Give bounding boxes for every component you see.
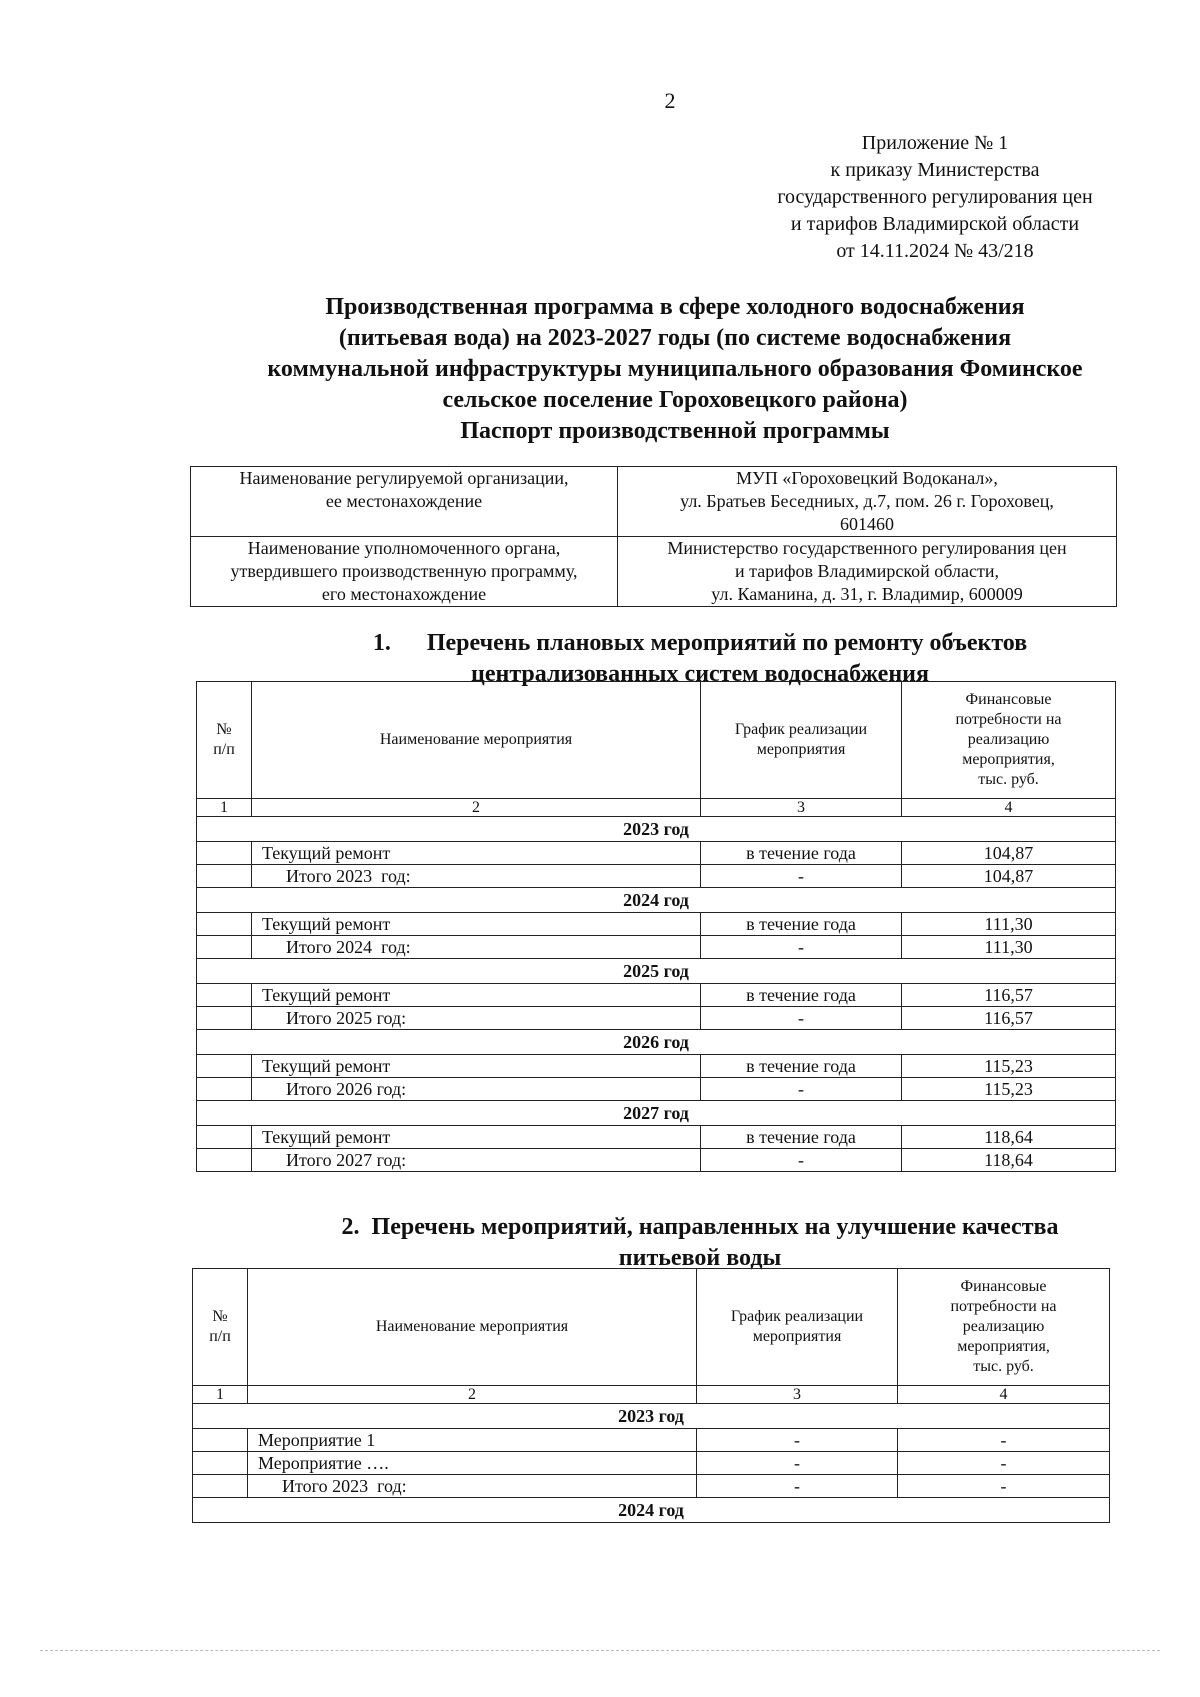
year-row — [197, 817, 1116, 842]
passport-row — [191, 467, 1117, 537]
table-row — [197, 1055, 1116, 1078]
table-row — [197, 913, 1116, 936]
header-cell — [197, 682, 252, 799]
column-number: 1 — [197, 799, 252, 817]
row-number — [197, 865, 252, 888]
year-row — [197, 959, 1116, 984]
text-line: 601460 — [840, 514, 894, 534]
header-text: потребности на — [950, 1298, 1057, 1315]
column-number: 1 — [193, 1386, 248, 1404]
year-heading: 2024 год — [193, 1498, 1110, 1523]
row-number — [197, 1149, 252, 1172]
header-text: мероприятия — [752, 1328, 842, 1345]
row-number — [197, 1007, 252, 1030]
activity-name: Текущий ремонт — [252, 1055, 701, 1078]
activity-amount: 111,30 — [902, 913, 1116, 936]
passport-title: Паспорт производственной программы — [460, 418, 890, 444]
activity-name: Текущий ремонт — [252, 1126, 701, 1149]
header-row — [197, 682, 1116, 799]
row-number — [197, 984, 252, 1007]
year-row — [197, 1030, 1116, 1055]
total-schedule: - — [701, 1078, 902, 1101]
header-text: Финансовые — [960, 1278, 1047, 1295]
column-number: 3 — [697, 1386, 898, 1404]
header-cell — [701, 682, 902, 799]
activity-schedule: - — [697, 1452, 898, 1475]
activity-name: Текущий ремонт — [252, 913, 701, 936]
title-line: (питьевая вода) на 2023-2027 годы (по системе водоснабжения — [338, 325, 1012, 351]
total-amount: 116,57 — [902, 1007, 1116, 1030]
appendix-line: государственного регулирования цен — [777, 186, 1093, 208]
header-text: п/п — [209, 1328, 231, 1345]
title-line: централизованных систем водоснабжения — [471, 661, 929, 687]
table-row — [197, 1126, 1116, 1149]
header-text: График реализации — [730, 1308, 864, 1325]
activity-schedule: в течение года — [701, 1126, 902, 1149]
text-line: и тарифов Владимирской области, — [735, 561, 999, 581]
header-text: тыс. руб. — [973, 1358, 1034, 1375]
passport-value — [618, 537, 1117, 607]
title-line: сельское поселение Гороховецкого района) — [442, 387, 908, 413]
total-label: Итого 2024 год: — [252, 936, 701, 959]
year-heading: 2025 год — [197, 959, 1116, 984]
header-text: № — [216, 721, 232, 738]
row-number — [197, 913, 252, 936]
total-amount: 115,23 — [902, 1078, 1116, 1101]
header-text: мероприятия, — [957, 1338, 1050, 1355]
section-2-table — [192, 1268, 1110, 1523]
total-label: Итого 2023 год: — [248, 1475, 697, 1498]
text-line: МУП «Гороховецкий Водоканал», — [736, 468, 998, 488]
activity-amount: 116,57 — [902, 984, 1116, 1007]
activity-amount: 104,87 — [902, 842, 1116, 865]
document-title — [170, 292, 1180, 416]
row-number — [193, 1475, 248, 1498]
header-text: мероприятия, — [962, 751, 1055, 768]
activity-name: Мероприятие 1 — [248, 1429, 697, 1452]
header-cell: Наименование мероприятия — [248, 1269, 697, 1386]
total-schedule: - — [701, 1149, 902, 1172]
text-line: Наименование регулируемой организации, — [239, 468, 569, 488]
activity-amount: - — [898, 1452, 1110, 1475]
text-line: его местонахождение — [321, 584, 487, 604]
total-schedule: - — [701, 1007, 902, 1030]
column-number: 2 — [252, 799, 701, 817]
title-line: питьевой воды — [618, 1245, 782, 1271]
total-row — [197, 1078, 1116, 1101]
passport-label — [191, 467, 618, 537]
total-row — [197, 1007, 1116, 1030]
year-row — [193, 1404, 1110, 1429]
table-row — [193, 1452, 1110, 1475]
total-amount: 118,64 — [902, 1149, 1116, 1172]
appendix-line: к приказу Министерства — [830, 159, 1040, 181]
total-schedule: - — [701, 865, 902, 888]
total-label: Итого 2025 год: — [252, 1007, 701, 1030]
year-heading: 2026 год — [197, 1030, 1116, 1055]
title-line: 2. Перечень мероприятий, направленных на улучшение качества — [341, 1214, 1059, 1240]
total-amount: - — [898, 1475, 1110, 1498]
header-cell — [193, 1269, 248, 1386]
header-text: мероприятия — [756, 741, 846, 758]
appendix-line: и тарифов Владимирской области — [790, 213, 1080, 235]
section-2-title — [240, 1212, 1160, 1274]
total-label: Итого 2027 год: — [252, 1149, 701, 1172]
header-cell: Наименование мероприятия — [252, 682, 701, 799]
activity-schedule: в течение года — [701, 913, 902, 936]
scan-edge-artifact — [40, 1650, 1160, 1652]
header-row — [193, 1269, 1110, 1386]
row-number — [197, 1126, 252, 1149]
header-text: № — [212, 1308, 228, 1325]
page-number: 2 — [664, 88, 676, 113]
passport-table — [190, 466, 1117, 607]
activity-schedule: в течение года — [701, 842, 902, 865]
row-number — [197, 1078, 252, 1101]
text-line: Наименование уполномоченного органа, — [247, 538, 561, 558]
year-row — [193, 1498, 1110, 1523]
title-line: Производственная программа в сфере холодного водоснабжения — [325, 294, 1025, 320]
column-number: 2 — [248, 1386, 697, 1404]
total-amount: 111,30 — [902, 936, 1116, 959]
year-heading: 2024 год — [197, 888, 1116, 913]
header-cell — [898, 1269, 1110, 1386]
column-number: 4 — [898, 1386, 1110, 1404]
text-line: ул. Каманина, д. 31, г. Владимир, 600009 — [711, 584, 1023, 604]
year-row — [197, 888, 1116, 913]
table-row — [197, 984, 1116, 1007]
column-number: 3 — [701, 799, 902, 817]
header-text: График реализации — [734, 721, 868, 738]
column-number: 4 — [902, 799, 1116, 817]
text-line: Министерство государственного регулирования цен — [667, 538, 1067, 558]
activity-name: Текущий ремонт — [252, 842, 701, 865]
total-row — [197, 1149, 1116, 1172]
activity-schedule: в течение года — [701, 984, 902, 1007]
year-heading: 2023 год — [197, 817, 1116, 842]
passport-label — [191, 537, 618, 607]
total-amount: 104,87 — [902, 865, 1116, 888]
header-cell — [902, 682, 1116, 799]
row-number — [197, 1055, 252, 1078]
activity-amount: - — [898, 1429, 1110, 1452]
total-row — [197, 936, 1116, 959]
header-text: реализацию — [962, 1318, 1045, 1335]
total-label: Итого 2023 год: — [252, 865, 701, 888]
activity-schedule: - — [697, 1429, 898, 1452]
appendix-line: от 14.11.2024 № 43/218 — [836, 240, 1034, 262]
row-number — [193, 1452, 248, 1475]
passport-row — [191, 537, 1117, 607]
row-number — [197, 936, 252, 959]
activity-schedule: в течение года — [701, 1055, 902, 1078]
row-number — [197, 842, 252, 865]
total-label: Итого 2026 год: — [252, 1078, 701, 1101]
year-heading: 2027 год — [197, 1101, 1116, 1126]
passport-value — [618, 467, 1117, 537]
section-1-table — [196, 681, 1116, 1172]
activity-amount: 118,64 — [902, 1126, 1116, 1149]
year-heading: 2023 год — [193, 1404, 1110, 1429]
column-number-row — [193, 1386, 1110, 1404]
activity-name: Текущий ремонт — [252, 984, 701, 1007]
title-line: 1. Перечень плановых мероприятий по ремонту объектов — [372, 630, 1028, 656]
year-row — [197, 1101, 1116, 1126]
header-text: реализацию — [967, 731, 1050, 748]
column-number-row — [197, 799, 1116, 817]
header-text: потребности на — [955, 711, 1062, 728]
total-row — [197, 865, 1116, 888]
total-schedule: - — [701, 936, 902, 959]
header-text: тыс. руб. — [978, 771, 1039, 788]
total-schedule: - — [697, 1475, 898, 1498]
table-row — [193, 1429, 1110, 1452]
activity-name: Мероприятие …. — [248, 1452, 697, 1475]
activity-amount: 115,23 — [902, 1055, 1116, 1078]
table-row — [197, 842, 1116, 865]
text-line: ее местонахождение — [325, 491, 483, 511]
text-line: утвердившего производственную программу, — [230, 561, 578, 581]
header-text: Финансовые — [965, 691, 1052, 708]
row-number — [193, 1429, 248, 1452]
appendix-line: Приложение № 1 — [861, 132, 1009, 154]
text-line: ул. Братьев Беседниых, д.7, пом. 26 г. Гороховец, — [680, 491, 1054, 511]
appendix-block — [730, 130, 1140, 265]
title-line: коммунальной инфраструктуры муниципального образования Фоминское — [267, 356, 1083, 382]
total-row — [193, 1475, 1110, 1498]
header-cell — [697, 1269, 898, 1386]
header-text: п/п — [213, 741, 235, 758]
